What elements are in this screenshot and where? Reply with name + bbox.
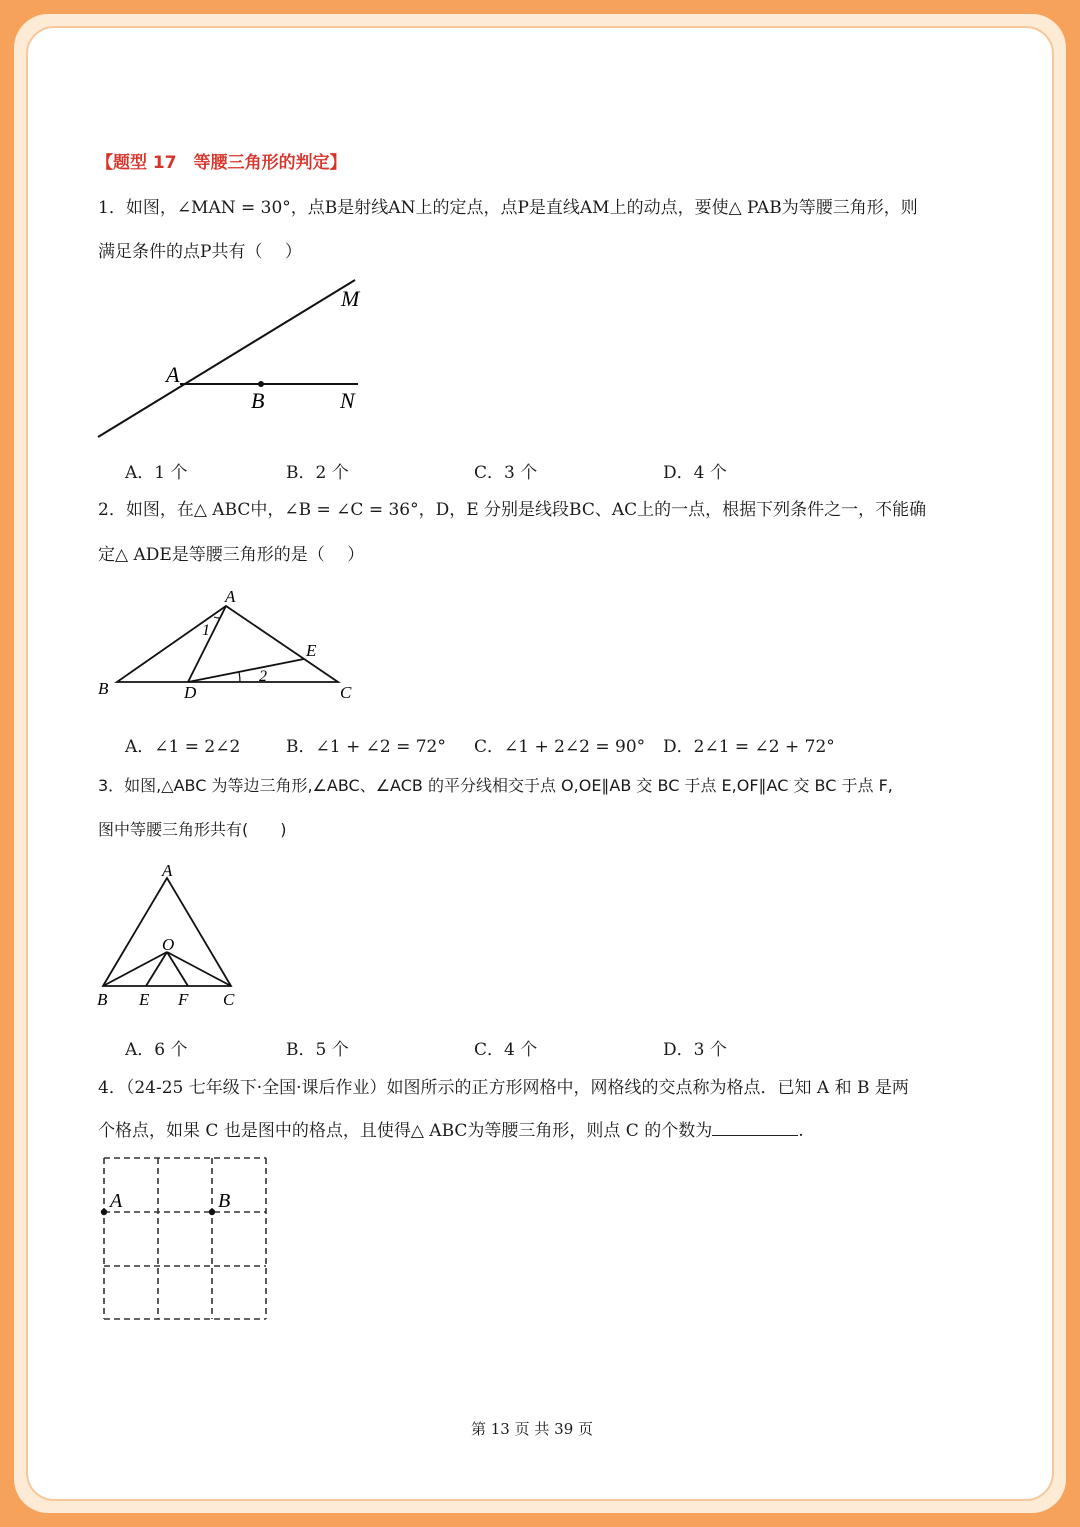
- label-angle-1: 1: [202, 622, 210, 639]
- angle-1-arc: [214, 617, 220, 618]
- label-o: O: [162, 935, 175, 954]
- section-title: 【题型 17 等腰三角形的判定】: [96, 153, 347, 173]
- q1-option-a[interactable]: A．1 个: [125, 463, 188, 483]
- label-b: B: [97, 990, 108, 1009]
- q2-text-line1: 2．如图，在△ ABC中，∠B = ∠C = 36°，D，E 分别是线段BC、AC上的一点，根据下列条件之一，不能确: [98, 500, 927, 520]
- q3-text-line2: 图中等腰三角形共有( ): [98, 820, 287, 839]
- q2-option-c[interactable]: C．∠1 + 2∠2 = 90°: [474, 737, 646, 757]
- label-e: E: [306, 641, 317, 660]
- q2-text-line2: 定△ ADE是等腰三角形的是（ ）: [98, 545, 365, 565]
- q1-option-c[interactable]: C．3 个: [474, 463, 538, 483]
- q2-figure: [90, 582, 370, 707]
- q4-text-line1: 4．（24-25 七年级下·全国·课后作业）如图所示的正方形网格中，网格线的交点称为格点．已知 A 和 B 是两: [98, 1078, 909, 1098]
- q1-option-d[interactable]: D．4 个: [663, 463, 727, 483]
- triangle-abc: [103, 878, 231, 986]
- q1-text-line2: 满足条件的点P共有（ ）: [98, 242, 302, 262]
- segment-de: [188, 659, 304, 682]
- label-b: B: [98, 679, 109, 698]
- segment-ad: [188, 606, 226, 682]
- q3-option-d[interactable]: D．3 个: [663, 1040, 727, 1060]
- angle-2-arc: [239, 672, 240, 682]
- answer-blank[interactable]: [712, 1121, 798, 1136]
- label-angle-2: 2: [259, 668, 267, 685]
- q1-option-b[interactable]: B．2 个: [286, 463, 349, 483]
- q4-text-line2-end: .: [798, 1121, 804, 1141]
- label-d: D: [184, 683, 197, 702]
- q4-text-line2-main: 个格点，如果 C 也是图中的格点，且使得△ ABC为等腰三角形，则点 C 的个数为: [98, 1121, 713, 1141]
- q4-text-line2: [98, 1121, 804, 1141]
- label-f: F: [178, 990, 189, 1009]
- page-number: 第 13 页 共 39 页: [471, 1420, 594, 1438]
- q1-text-line1: 1．如图，∠MAN = 30°，点B是射线AN上的定点，点P是直线AM上的动点，要使△ PAB为等腰三角形，则: [98, 198, 918, 218]
- point-b-dot: [209, 1209, 215, 1215]
- label-b: B: [251, 388, 265, 413]
- label-c: C: [223, 990, 235, 1009]
- label-n: N: [340, 388, 355, 413]
- q1-figure: [90, 270, 380, 450]
- q3-option-c[interactable]: C．4 个: [474, 1040, 538, 1060]
- q3-option-b[interactable]: B．5 个: [286, 1040, 349, 1060]
- q3-figure: [90, 858, 260, 1013]
- ray-am: [98, 280, 355, 437]
- label-m: M: [341, 286, 360, 311]
- label-a: A: [166, 362, 180, 387]
- label-a: A: [225, 587, 236, 606]
- label-c: C: [340, 683, 352, 702]
- label-b: B: [218, 1190, 231, 1212]
- label-a: A: [110, 1190, 123, 1212]
- q3-option-a[interactable]: A．6 个: [125, 1040, 188, 1060]
- label-a: A: [162, 861, 173, 880]
- point-b-dot: [258, 381, 264, 387]
- q4-grid-figure: [98, 1152, 278, 1327]
- q3-text-line1: 3．如图,△ABC 为等边三角形,∠ABC、∠ACB 的平分线相交于点 O,OE∥AB 交 BC 于点 E,OF∥AC 交 BC 于点 F,: [98, 776, 893, 795]
- q2-option-d[interactable]: D．2∠1 = ∠2 + 72°: [663, 737, 835, 757]
- square-grid: [104, 1158, 266, 1319]
- label-e: E: [139, 990, 150, 1009]
- q2-option-a[interactable]: A．∠1 = 2∠2: [125, 737, 241, 757]
- point-a-dot: [101, 1209, 107, 1215]
- triangle-abc: [117, 606, 338, 682]
- q2-option-b[interactable]: B．∠1 + ∠2 = 72°: [286, 737, 446, 757]
